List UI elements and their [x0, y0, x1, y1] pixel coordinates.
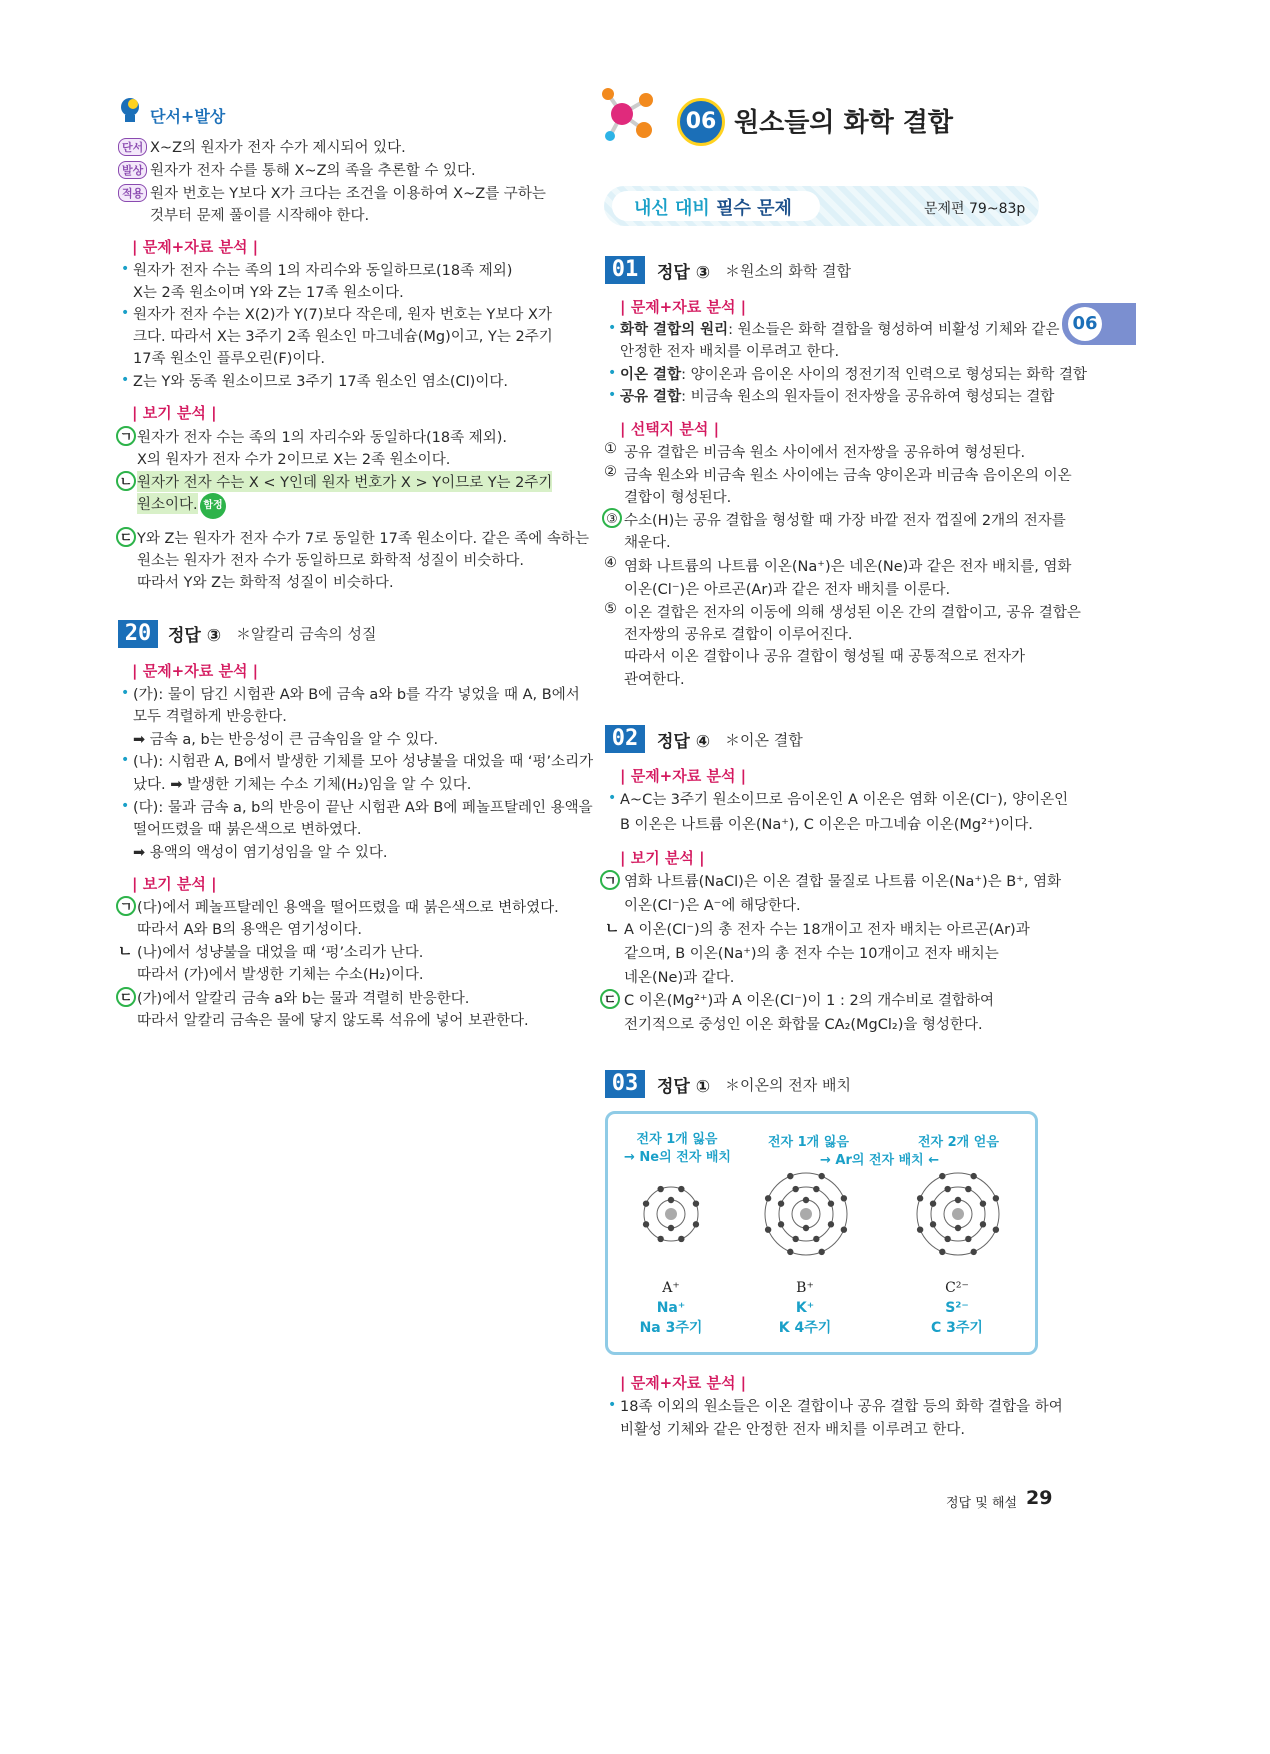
electron — [944, 1236, 950, 1242]
electron — [778, 1221, 784, 1227]
electron — [930, 1221, 936, 1227]
hint-row-3: 원자 번호는 Y보다 X가 크다는 조건을 이용하여 X~Z를 구하는 — [150, 186, 546, 202]
text: : 원소들은 화학 결합을 형성하여 비활성 기체와 같은 — [728, 322, 1060, 338]
atom-2-period: K 4주기 — [778, 1320, 832, 1336]
bullet: • — [121, 372, 130, 388]
opt-4a: 염화 나트륨의 나트륨 이온(Na⁺)은 네온(Ne)과 같은 전자 배치를, 염화 — [624, 559, 1072, 575]
bullet: • — [608, 320, 617, 336]
left1-line-6: Z는 Y와 동족 원소이므로 3주기 17족 원소인 염소(Cl)이다. — [133, 374, 508, 390]
q20-bogi-3a: (가)에서 알칼리 금속 a와 b는 물과 격렬히 반응한다. — [137, 991, 470, 1007]
q20-bogi-heading: | 보기 분석 | — [132, 875, 217, 893]
text: : 양이온과 음이온 사이의 정전기적 인력으로 형성되는 화학 결합 — [681, 367, 1088, 383]
electron — [643, 1200, 649, 1206]
bullet: • — [121, 261, 130, 277]
electron — [792, 1186, 798, 1192]
q20-line-2: 모두 격렬하게 반응한다. — [133, 709, 287, 725]
electron — [939, 1249, 945, 1255]
opt-3a: 수소(H)는 공유 결합을 형성할 때 가장 바깥 전자 껍질에 2개의 전자를 — [624, 513, 1066, 529]
tag-dan: 단서 — [118, 138, 147, 156]
bullet: • — [608, 790, 617, 806]
tag-jeok: 적용 — [118, 184, 147, 202]
hint-row-3b: 것부터 문제 풀이를 시작해야 한다. — [150, 208, 370, 224]
opt-5d: 관여한다. — [624, 672, 685, 688]
bullet: • — [121, 305, 130, 321]
electron — [813, 1236, 819, 1242]
electron — [693, 1221, 699, 1227]
nucleus — [800, 1208, 812, 1220]
atom-1-name: Na⁺ — [656, 1300, 686, 1316]
left1-heading: | 문제+자료 분석 | — [132, 238, 259, 256]
electron — [828, 1200, 834, 1206]
atom-3-labels — [916, 1278, 998, 1338]
mark-ga: ㄱ — [116, 896, 136, 916]
atom-2-name: K⁺ — [795, 1300, 815, 1316]
q20-bogi-1a: (다)에서 페놀프탈레인 용액을 떨어뜨렸을 때 붉은색으로 변하였다. — [137, 900, 559, 916]
electron — [778, 1200, 784, 1206]
page-number: 29 — [1026, 1487, 1053, 1509]
electron — [818, 1173, 824, 1179]
chapter-title: 원소들의 화학 결합 — [734, 108, 954, 138]
question-number: 03 — [605, 1070, 645, 1098]
mark-ga: ㄱ — [600, 870, 620, 890]
opt-1: 공유 결합은 비금속 원소 사이에서 전자쌍을 공유하여 형성된다. — [624, 445, 1026, 461]
mark-da: ㄷ — [600, 989, 620, 1009]
electron — [693, 1200, 699, 1206]
bullet: • — [608, 1397, 617, 1413]
electron — [668, 1197, 674, 1203]
electron — [787, 1173, 793, 1179]
q20-line-6: (다): 물과 금속 a, b의 반응이 끝난 시험관 A와 B에 페놀프탈레인 용액을 — [133, 800, 593, 816]
electron — [917, 1226, 923, 1232]
answer: 정답 ④ — [657, 732, 711, 752]
hint-title: 단서+발상 — [150, 107, 226, 126]
r02-line-2: B 이온은 나트륨 이온(Na⁺), C 이온은 마그네슘 이온(Mg²⁺)이다. — [620, 817, 1033, 833]
electron — [970, 1249, 976, 1255]
left1-bogi-2a: 원자가 전자 수는 X < Y인데 원자 번호가 X > Y이므로 Y는 2주기 — [137, 471, 552, 492]
nucleus — [952, 1208, 964, 1220]
nucleus — [665, 1208, 677, 1220]
topic: ＊이온 결합 — [725, 731, 803, 749]
answer: 정답 ① — [657, 1077, 711, 1097]
atom-2-labels — [764, 1278, 846, 1338]
electron — [643, 1221, 649, 1227]
mark-ga: ㄱ — [116, 426, 136, 446]
left1-bogi-3b: 원소는 원자가 전자 수가 동일하므로 화학적 성질이 비슷하다. — [137, 553, 525, 569]
q20-bogi-1b: 따라서 A와 B의 용액은 염기성이다. — [137, 922, 363, 938]
hint-row-2: 원자가 전자 수를 통해 X~Z의 족을 추론할 수 있다. — [150, 163, 476, 179]
electron — [818, 1249, 824, 1255]
electron — [813, 1186, 819, 1192]
opt-5c: 따라서 이온 결합이나 공유 결합이 형성될 때 공통적으로 전자가 — [624, 649, 1026, 665]
atom-3-period: C 3주기 — [931, 1320, 983, 1336]
opt-4b: 이온(Cl⁻)은 아르곤(Ar)과 같은 전자 배치를 이룬다. — [624, 582, 951, 598]
electron — [841, 1195, 847, 1201]
q20-line-5: 났다. ➡ 발생한 기체는 수소 기체(H₂)임을 알 수 있다. — [133, 777, 472, 793]
left1-line-5: 17족 원소인 플루오린(F)이다. — [133, 351, 326, 367]
q20-line-7: 떨어뜨렸을 때 붉은색으로 변하였다. — [133, 822, 362, 838]
opt-2b: 결합이 형성된다. — [624, 490, 732, 506]
left1-line-2: X는 2족 원소이며 Y와 Z는 17족 원소이다. — [133, 285, 404, 301]
opt-2a: 금속 원소와 비금속 원소 사이에는 금속 양이온과 비금속 음이온의 이온 — [624, 468, 1072, 484]
text: : 비금속 원소의 원자들이 전자쌍을 공유하여 형성되는 결합 — [681, 389, 1055, 405]
electron — [970, 1173, 976, 1179]
r02-bogi-3a: C 이온(Mg²⁺)과 A 이온(Cl⁻)이 1 : 2의 개수비로 결합하여 — [624, 993, 994, 1009]
question-number: 20 — [118, 620, 158, 648]
left1-bogi-2b: 원소이다. — [137, 493, 198, 514]
r02-heading: | 문제+자료 분석 | — [620, 767, 747, 785]
banner-left2: 필수 문제 — [716, 198, 792, 219]
q20-bogi-3b: 따라서 알칼리 금속은 물에 닿지 않도록 석유에 넣어 보관한다. — [137, 1013, 529, 1029]
electron — [993, 1226, 999, 1232]
r02-bogi-3b: 전기적으로 중성인 이온 화합물 CA₂(MgCl₂)을 형성한다. — [624, 1017, 983, 1033]
question-number: 01 — [605, 256, 645, 284]
opt-3-num: ③ — [602, 508, 622, 528]
electron — [803, 1225, 809, 1231]
mark-na: ㄴ — [116, 471, 136, 491]
opt-4-num: ④ — [604, 555, 617, 571]
chapter-tab-label: 06 — [1068, 307, 1102, 341]
electron — [965, 1186, 971, 1192]
topic: ＊이온의 전자 배치 — [725, 1076, 851, 1094]
r01-sel-heading: | 선택지 분석 | — [620, 420, 720, 438]
electron — [765, 1195, 771, 1201]
r03-heading: | 문제+자료 분석 | — [620, 1374, 747, 1392]
electron — [980, 1221, 986, 1227]
r01-heading: | 문제+자료 분석 | — [620, 298, 747, 316]
electron — [678, 1236, 684, 1242]
bullet: • — [608, 387, 617, 403]
electron — [657, 1186, 663, 1192]
answer: 정답 ③ — [657, 263, 711, 283]
left1-line-1: 원자가 전자 수는 족의 1의 자리수와 동일하므로(18족 제외) — [133, 263, 513, 279]
question-number: 02 — [605, 725, 645, 753]
molecule-icon — [600, 80, 670, 148]
r02-bogi-1b: 이온(Cl⁻)은 A⁻에 해당한다. — [624, 898, 801, 914]
opt-5a: 이온 결합은 전자의 이동에 의해 생성된 이온 간의 결합이고, 공유 결합은 — [624, 605, 1081, 621]
caption-3: 전자 2개 얻음 — [918, 1135, 999, 1150]
left1-line-3: 원자가 전자 수는 X(2)가 Y(7)보다 작은데, 원자 번호는 Y보다 X가 — [133, 307, 552, 323]
r02-line-1: A~C는 3주기 원소이므로 음이온인 A 이온은 염화 이온(Cl⁻), 양이온인 — [620, 792, 1069, 808]
electron — [965, 1236, 971, 1242]
mark-na: ㄴ — [605, 919, 620, 937]
r02-bogi-2a: A 이온(Cl⁻)의 총 전자 수는 18개이고 전자 배치는 아르곤(Ar)과 — [624, 922, 1030, 938]
tag-bal: 발상 — [118, 161, 147, 179]
left1-bogi-1a: 원자가 전자 수는 족의 1의 자리수와 동일하다(18족 제외). — [137, 430, 508, 446]
electron — [792, 1236, 798, 1242]
q20-line-3: ➡ 금속 a, b는 반응성이 큰 금속임을 알 수 있다. — [133, 732, 439, 748]
r01-line-4 — [620, 385, 1054, 406]
left1-bogi-3c: 따라서 Y와 Z는 화학적 성질이 비슷하다. — [137, 575, 394, 591]
q20-heading: | 문제+자료 분석 | — [132, 662, 259, 680]
left1-bogi-1b: X의 원자가 전자 수가 2이므로 X는 2족 원소이다. — [137, 452, 451, 468]
r03-line-2: 비활성 기체와 같은 안정한 전자 배치를 이루려고 한다. — [620, 1422, 966, 1438]
opt-2-num: ② — [604, 464, 617, 480]
left1-line-4: 크다. 따라서 X는 3주기 2족 원소인 마그네슘(Mg)이고, Y는 2주기 — [133, 329, 553, 345]
electron — [939, 1173, 945, 1179]
mark-na: ㄴ — [118, 942, 133, 960]
chapter-number: 06 — [677, 98, 725, 146]
electron — [930, 1200, 936, 1206]
electron — [803, 1197, 809, 1203]
topic: ＊알칼리 금속의 성질 — [236, 625, 377, 643]
electron — [993, 1195, 999, 1201]
electron — [828, 1221, 834, 1227]
atom-1-period: Na 3주기 — [639, 1320, 703, 1336]
atom-1-labels — [630, 1278, 712, 1338]
atoms-diagram — [605, 1160, 1038, 1275]
bullet: • — [608, 365, 617, 381]
r01-line-1 — [620, 318, 1059, 339]
bullet: • — [121, 798, 130, 814]
r02-bogi-2c: 네온(Ne)과 같다. — [624, 970, 735, 986]
opt-5-num: ⑤ — [604, 601, 617, 617]
electron — [841, 1226, 847, 1232]
left1-bogi-3a: Y와 Z는 원자가 전자 수가 7로 동일한 17족 원소이다. 같은 족에 속하는 — [137, 531, 589, 547]
electron — [944, 1186, 950, 1192]
term: 공유 결합 — [620, 389, 682, 405]
r02-bogi-1a: 염화 나트륨(NaCl)은 이온 결합 물질로 나트륨 이온(Na⁺)은 B⁺, 염화 — [624, 874, 1062, 890]
left1-bogi-heading: | 보기 분석 | — [132, 404, 217, 422]
term: 이온 결합 — [620, 367, 682, 383]
caption-2b: → Ar의 전자 배치 ← — [820, 1153, 940, 1168]
electron — [668, 1225, 674, 1231]
q20-bogi-2a: (나)에서 성냥불을 대었을 때 ‘펑’소리가 난다. — [137, 945, 424, 961]
atom-3-name: S²⁻ — [945, 1300, 969, 1316]
bullet: • — [121, 752, 130, 768]
r03-line-1: 18족 이외의 원소들은 이온 결합이나 공유 결합 등의 화학 결합을 하여 — [620, 1399, 1063, 1415]
atom-1-label: A⁺ — [662, 1280, 680, 1296]
q20-line-1: (가): 물이 담긴 시험관 A와 B에 금속 a와 b를 각각 넣었을 때 A, B에서 — [133, 687, 580, 703]
chapter-tab — [1062, 303, 1136, 345]
mark-da: ㄷ — [116, 527, 136, 547]
opt-3b: 채운다. — [624, 535, 671, 551]
electron — [917, 1195, 923, 1201]
opt-1-num: ① — [604, 441, 617, 457]
r02-bogi-2b: 같으며, B 이온(Na⁺)의 총 전자 수는 10개이고 전자 배치는 — [624, 946, 999, 962]
footer-label: 정답 및 해설 — [946, 1496, 1018, 1511]
banner-label — [634, 194, 792, 220]
electron — [955, 1197, 961, 1203]
q20-line-8: ➡ 용액의 액성이 염기성임을 알 수 있다. — [133, 845, 388, 861]
r01-line-3 — [620, 363, 1087, 384]
electron — [678, 1186, 684, 1192]
caption-1b: → Ne의 전자 배치 — [624, 1150, 731, 1165]
r01-line-2: 안정한 전자 배치를 이루려고 한다. — [620, 344, 840, 360]
q20-bogi-2b: 따라서 (가)에서 발생한 기체는 수소(H₂)이다. — [137, 967, 424, 983]
atom-3-label: C²⁻ — [945, 1280, 969, 1296]
banner-left: 내신 대비 — [634, 198, 710, 219]
atom-2-label: B⁺ — [796, 1280, 814, 1296]
electron — [955, 1225, 961, 1231]
topic: ＊원소의 화학 결합 — [725, 262, 851, 280]
electron — [765, 1226, 771, 1232]
mark-da: ㄷ — [116, 987, 136, 1007]
term: 화학 결합의 원리 — [620, 322, 729, 338]
opt-5b: 전자쌍의 공유로 결합이 이루어진다. — [624, 627, 853, 643]
trap-badge: 함정 — [200, 493, 226, 519]
electron — [980, 1200, 986, 1206]
answer: 정답 ③ — [168, 626, 222, 646]
bullet: • — [121, 685, 130, 701]
hint-row-1: X~Z의 원자가 전자 수가 제시되어 있다. — [150, 140, 406, 156]
electron — [787, 1249, 793, 1255]
caption-2a: 전자 1개 잃음 — [768, 1135, 849, 1150]
hint-icon — [118, 96, 142, 124]
electron — [657, 1236, 663, 1242]
q20-line-4: (나): 시험관 A, B에서 발생한 기체를 모아 성냥불을 대었을 때 ‘펑’소리가 — [133, 754, 594, 770]
banner-pages: 문제편 79~83p — [924, 201, 1026, 217]
caption-1a: 전자 1개 잃음 — [636, 1132, 718, 1147]
r02-bogi-heading: | 보기 분석 | — [620, 849, 705, 867]
